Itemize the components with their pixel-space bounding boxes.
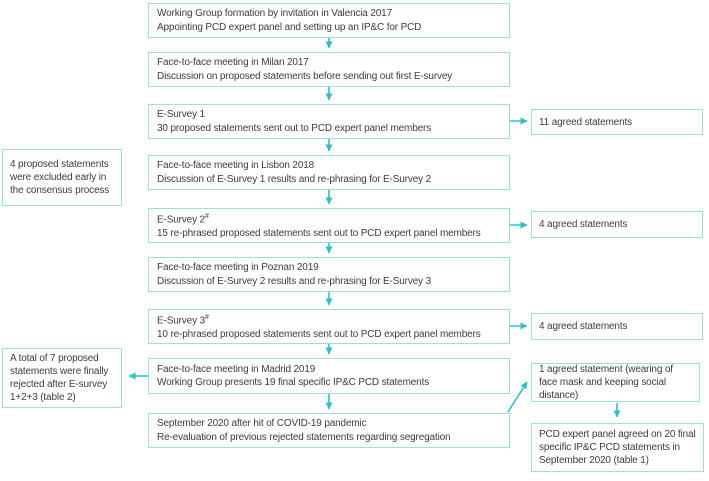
step-september-2020: [148, 413, 510, 448]
step-lisbon-2018: [148, 155, 510, 190]
step-line1: Face-to-face meeting in Madrid 2019: [157, 363, 316, 375]
arrow-september-to-1agreed: [508, 382, 527, 412]
outcome-11-agreed: [531, 109, 703, 135]
outcome-1-agreed: [531, 363, 700, 402]
footnote-marker: #: [204, 314, 209, 322]
step-line1: Face-to-face meeting in Poznan 2019: [157, 262, 319, 273]
step-line2: Working Group presents 19 final specific IP&C PCD statements: [157, 377, 430, 388]
step-line2: Discussion on proposed statements before sending out first E-survey: [157, 70, 453, 82]
outcome-4-agreed-survey2: [531, 211, 703, 238]
step-line1: E-Survey 3#: [157, 314, 209, 327]
step-line1: E-Survey 1: [157, 109, 205, 120]
step-poznan-2019: [148, 257, 510, 292]
step-line1: September 2020 after hit of COVID-19 pandemic: [157, 418, 367, 429]
step-milan-2017: [148, 52, 510, 87]
note-excluded-statements: [2, 149, 122, 206]
step-madrid-2019: [148, 358, 510, 394]
step-line1: Face-to-face meeting in Milan 2017: [157, 57, 309, 68]
outcome-text: 4 agreed statements: [539, 321, 628, 332]
outcome-final-20-statements: [531, 423, 704, 472]
note-rejected-statements: [2, 348, 122, 408]
step-line1: Face-to-face meeting in Lisbon 2018: [157, 160, 315, 171]
step-line2: Discussion of E-Survey 2 results and re-phrasing for E-Survey 3: [157, 275, 432, 287]
note-text: A total of 7 proposed statements were finally rejected after E-survey 1+2+3 (table 2): [10, 353, 109, 403]
outcome-text: 11 agreed statements: [539, 116, 632, 128]
footnote-marker: #: [204, 213, 209, 221]
step-valencia-2017: [148, 3, 510, 38]
step-e-survey-3: [148, 309, 510, 344]
step-line1: Working Group formation by invitation in Valencia 2017: [157, 8, 392, 19]
note-text: 4 proposed statements were excluded early in the consensus process: [10, 159, 110, 196]
outcome-text: 4 agreed statements: [539, 219, 628, 230]
step-line2: Re-evaluation of previous rejected statements regarding segregation: [157, 431, 451, 443]
outcome-4-agreed-survey3: [531, 313, 703, 340]
step-e-survey-1: [148, 104, 510, 139]
step-line1: E-Survey 2#: [157, 213, 209, 226]
step-line2: 15 re-phrased proposed statements sent out to PCD expert panel members: [157, 228, 481, 240]
step-line2: 30 proposed statements sent out to PCD expert panel members: [157, 122, 432, 134]
step-line2: Appointing PCD expert panel and setting up an IP&C for PCD: [157, 21, 422, 33]
outcome-text: 1 agreed statement (wearing of face mask and keeping social distance): [539, 364, 673, 401]
outcome-text: PCD expert panel agreed on 20 final specific IP&C PCD statements in September 2020 (table 1): [539, 429, 696, 466]
step-e-survey-2: [148, 208, 510, 243]
step-line2: 10 re-phrased proposed statements sent out to PCD expert panel members: [157, 329, 481, 341]
step-line2: Discussion of E-Survey 1 results and re-phrasing for E-Survey 2: [157, 173, 432, 185]
